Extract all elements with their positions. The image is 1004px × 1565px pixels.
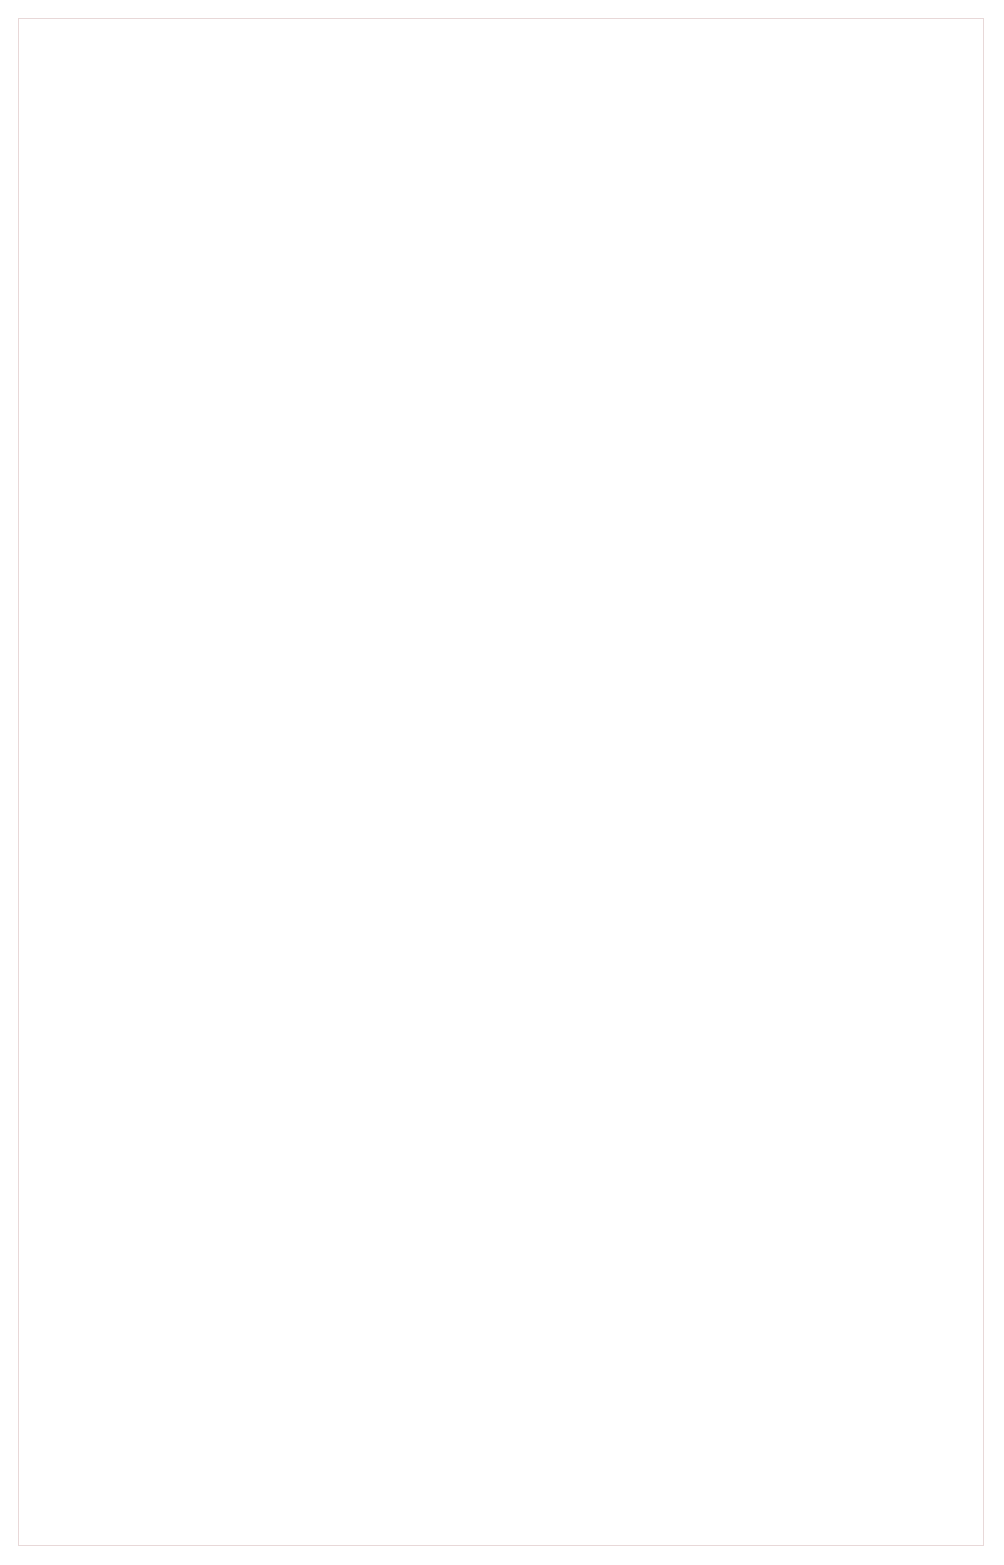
- top-border-decoration: [0, 2, 1004, 18]
- right-border-decoration: [986, 0, 1002, 1565]
- bottom-border-decoration: [0, 1548, 1004, 1564]
- inner-frame: [18, 18, 984, 1546]
- left-border-decoration: [2, 0, 18, 1565]
